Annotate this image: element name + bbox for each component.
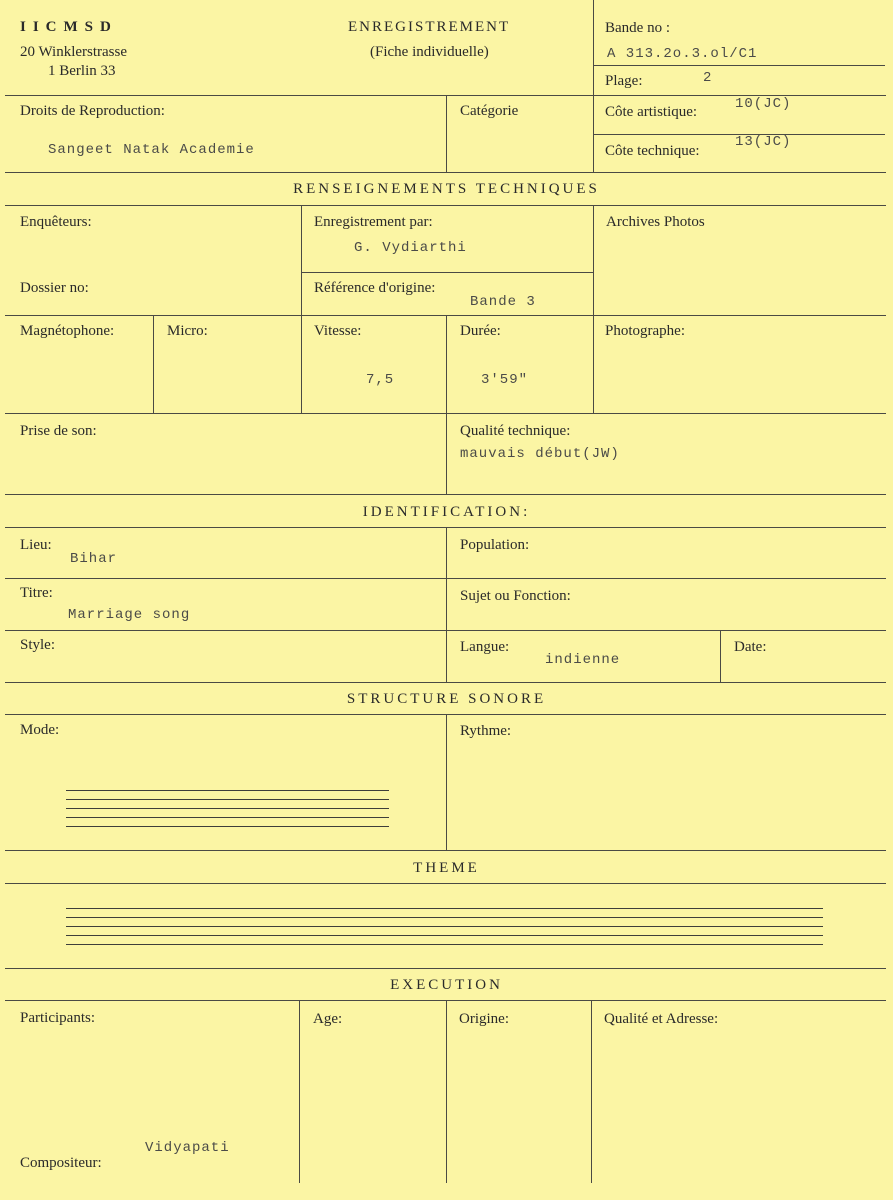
rule bbox=[446, 95, 447, 172]
enqueteurs-label: Enquêteurs: bbox=[20, 214, 92, 230]
rythme-label: Rythme: bbox=[460, 723, 512, 739]
rule bbox=[593, 205, 594, 413]
rule bbox=[153, 315, 154, 413]
qualite-technique-label: Qualité technique: bbox=[460, 423, 571, 439]
section-title-technical: RENSEIGNEMENTS TECHNIQUES bbox=[293, 181, 600, 197]
categorie-label: Catégorie bbox=[460, 103, 519, 119]
style-label: Style: bbox=[20, 637, 56, 653]
vitesse-label: Vitesse: bbox=[314, 323, 362, 339]
lieu-label: Lieu: bbox=[20, 537, 52, 553]
rule bbox=[5, 850, 886, 851]
rule bbox=[591, 1000, 592, 1183]
rule bbox=[301, 272, 593, 273]
titre-label: Titre: bbox=[20, 585, 53, 601]
form-title: ENREGISTREMENT bbox=[348, 19, 511, 35]
micro-label: Micro: bbox=[167, 323, 208, 339]
prise-de-son-label: Prise de son: bbox=[20, 423, 97, 439]
rule bbox=[5, 968, 886, 969]
address-line-2: 1 Berlin 33 bbox=[48, 63, 116, 79]
cote-artistique-value: 10(JC) bbox=[735, 96, 792, 112]
duree-label: Durée: bbox=[460, 323, 501, 339]
plage-value: 2 bbox=[703, 70, 713, 86]
compositeur-value: Vidyapati bbox=[145, 1140, 230, 1156]
rule bbox=[5, 682, 886, 683]
cote-technique-value: 13(JC) bbox=[735, 134, 792, 150]
bande-label: Bande no : bbox=[605, 20, 670, 36]
rule bbox=[446, 714, 447, 850]
address-line-1: 20 Winklerstrasse bbox=[20, 44, 128, 60]
bande-value: A 313.2o.3.ol/C1 bbox=[607, 46, 758, 62]
reference-value: Bande 3 bbox=[470, 294, 536, 310]
section-title-execution: EXECUTION bbox=[390, 977, 503, 993]
origine-label: Origine: bbox=[459, 1011, 509, 1027]
rule bbox=[446, 527, 447, 682]
langue-label: Langue: bbox=[460, 639, 510, 655]
rule bbox=[593, 65, 885, 66]
rule bbox=[299, 1000, 300, 1183]
institute-logo: IICMSD bbox=[20, 19, 118, 35]
cote-artistique-label: Côte artistique: bbox=[605, 104, 698, 120]
rule bbox=[5, 205, 886, 206]
plage-label: Plage: bbox=[605, 73, 643, 89]
reference-label: Référence d'origine: bbox=[314, 280, 436, 296]
qualite-adresse-label: Qualité et Adresse: bbox=[604, 1011, 719, 1027]
section-title-structure: STRUCTURE SONORE bbox=[346, 691, 547, 707]
rule bbox=[720, 630, 721, 682]
rule bbox=[593, 0, 594, 172]
vitesse-value: 7,5 bbox=[366, 372, 395, 388]
population-label: Population: bbox=[460, 537, 530, 553]
droits-value: Sangeet Natak Academie bbox=[48, 142, 255, 158]
enregistrement-par-label: Enregistrement par: bbox=[314, 214, 433, 230]
droits-label: Droits de Reproduction: bbox=[20, 103, 165, 119]
sujet-label: Sujet ou Fonction: bbox=[460, 588, 571, 604]
section-title-identification: IDENTIFICATION: bbox=[362, 504, 531, 520]
langue-value: indienne bbox=[545, 652, 621, 668]
date-label: Date: bbox=[734, 639, 767, 655]
duree-value: 3'59" bbox=[481, 372, 529, 388]
archives-photos-label: Archives Photos bbox=[606, 214, 705, 230]
form-subtitle: (Fiche individuelle) bbox=[370, 44, 489, 60]
mode-label: Mode: bbox=[20, 722, 60, 738]
enregistrement-par-value: G. Vydiarthi bbox=[354, 240, 467, 256]
age-label: Age: bbox=[313, 1011, 343, 1027]
rule bbox=[301, 205, 302, 413]
rule bbox=[446, 1000, 447, 1183]
rule bbox=[5, 172, 886, 173]
lieu-value: Bihar bbox=[70, 551, 118, 567]
rule bbox=[446, 315, 447, 494]
rule bbox=[5, 494, 886, 495]
titre-value: Marriage song bbox=[68, 607, 191, 623]
participants-label: Participants: bbox=[20, 1010, 95, 1026]
section-title-theme: THEME bbox=[413, 860, 480, 876]
compositeur-label: Compositeur: bbox=[20, 1155, 102, 1171]
cote-technique-label: Côte technique: bbox=[605, 143, 700, 159]
magnetophone-label: Magnétophone: bbox=[20, 323, 115, 339]
photographe-label: Photographe: bbox=[605, 323, 685, 339]
rule bbox=[5, 883, 886, 884]
qualite-technique-value: mauvais début(JW) bbox=[460, 446, 620, 462]
dossier-label: Dossier no: bbox=[20, 280, 89, 296]
